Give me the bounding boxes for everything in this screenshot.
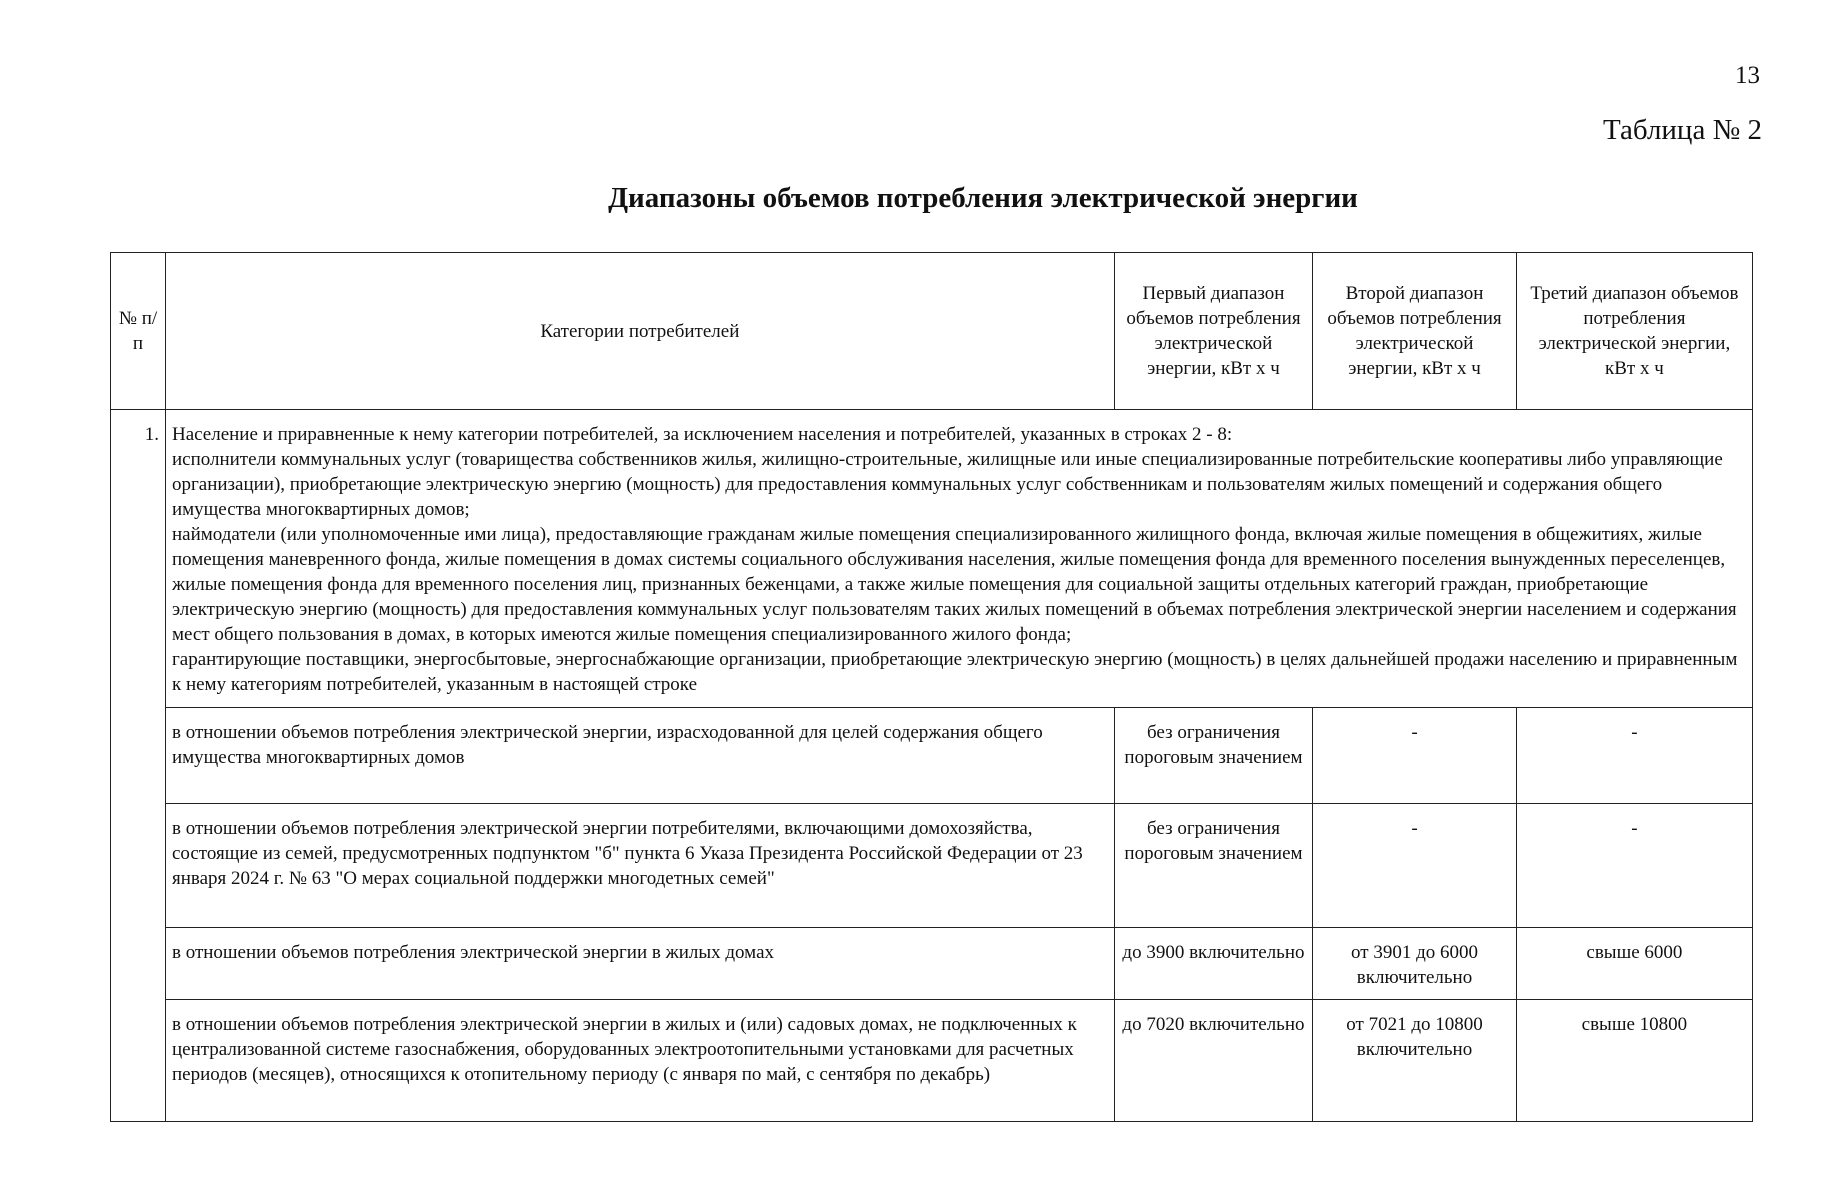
subrow-category: в отношении объемов потребления электрической энергии, израсходованной для целей содержания общего имущества многоквартирных домов <box>165 708 1114 804</box>
table-subrow <box>111 708 1753 804</box>
subrow-range3: - <box>1516 804 1752 928</box>
subrow-category: в отношении объемов потребления электрической энергии в жилых домах <box>165 928 1114 1000</box>
header-category: Категории потребителей <box>165 253 1114 410</box>
subrow-range2: от 7021 до 10800 включительно <box>1313 1000 1517 1122</box>
row-number-spacer <box>111 1000 166 1122</box>
row-number-spacer <box>111 928 166 1000</box>
subrow-range1: до 7020 включительно <box>1114 1000 1313 1122</box>
header-num: № п/п <box>111 253 166 410</box>
subrow-range3: свыше 10800 <box>1516 1000 1752 1122</box>
table-subrow <box>111 1000 1753 1122</box>
subrow-range2: - <box>1313 708 1517 804</box>
subrow-range1: до 3900 включительно <box>1114 928 1313 1000</box>
table-header-row <box>111 253 1753 410</box>
row-number-spacer <box>111 804 166 928</box>
row1-paragraph: гарантирующие поставщики, энергосбытовые, энергоснабжающие организации, приобретающие электрическую энергию (мощность) в целях дальнейшей продажи населению и приравненным к нему категориям потребителей, указанным в настоящей строке <box>171 649 1738 695</box>
subrow-range2: - <box>1313 804 1517 928</box>
subrow-range1: без ограничения пороговым значением <box>1114 708 1313 804</box>
subrow-category: в отношении объемов потребления электрической энергии потребителями, включающими домохозяйства, состоящие из семей, предусмотренных подпунктом "б" пункта 6 Указа Президента Российской Федерации от 23 января 2024 г. № 63 "О мерах социальной поддержки многодетных семей" <box>165 804 1114 928</box>
subrow-range1: без ограничения пороговым значением <box>1114 804 1313 928</box>
document-title: Диапазоны объемов потребления электрической энергии <box>608 182 1358 214</box>
row1-paragraph: Население и приравненные к нему категории потребителей, за исключением населения и потребителей, указанных в строках 2 - 8: <box>171 424 1233 445</box>
row1-paragraph: наймодатели (или уполномоченные ими лица), предоставляющие гражданам жилые помещения специализированного жилищного фонда, включая жилые помещения в общежитиях, жилые помещения маневренного фонда, жилые помещения в домах системы социального обслуживания населения, жилые помещения фонда для временного поселения вынужденных переселенцев, жилые помещения фонда для временного поселения лиц, признанных беженцами, а также жилые помещения для социальной защиты отдельных категорий граждан, приобретающие электрическую энергию (мощность) для предоставления коммунальных услуг пользователям таких жилых помещений в объемах потребления электрической энергии населением и содержания мест общего пользования в домах, в которых имеются жилые помещения специализированного жилого фонда; <box>171 524 1737 645</box>
header-range2: Второй диапазон объемов потребления электрической энергии, кВт х ч <box>1313 253 1517 410</box>
subrow-range3: свыше 6000 <box>1516 928 1752 1000</box>
subrow-range3: - <box>1516 708 1752 804</box>
row-number-spacer <box>111 708 166 804</box>
consumption-ranges-table <box>110 252 1753 1122</box>
page-number: 13 <box>1735 62 1760 89</box>
table-subrow <box>111 928 1753 1000</box>
table-subrow <box>111 804 1753 928</box>
header-range1: Первый диапазон объемов потребления электрической энергии, кВт х ч <box>1114 253 1313 410</box>
table-row-1 <box>111 410 1753 708</box>
header-range3: Третий диапазон объемов потребления электрической энергии, кВт х ч <box>1516 253 1752 410</box>
subrow-range2: от 3901 до 6000 включительно <box>1313 928 1517 1000</box>
subrow-category: в отношении объемов потребления электрической энергии в жилых и (или) садовых домах, не подключенных к централизованной системе газоснабжения, оборудованных электроотопительными установками для расчетных периодов (месяцев), относящихся к отопительному периоду (с января по май, с сентября по декабрь) <box>165 1000 1114 1122</box>
table-label: Таблица № 2 <box>1603 114 1762 146</box>
row1-paragraph: исполнители коммунальных услуг (товарищества собственников жилья, жилищно-строительные, жилищные или иные специализированные потребительские кооперативы либо управляющие организации), приобретающие электрическую энергию (мощность) для предоставления коммунальных услуг собственникам и пользователям жилых помещений и содержания общего имущества многоквартирных домов; <box>171 449 1723 520</box>
row1-category <box>165 410 1752 708</box>
row-number: 1. <box>111 410 166 708</box>
